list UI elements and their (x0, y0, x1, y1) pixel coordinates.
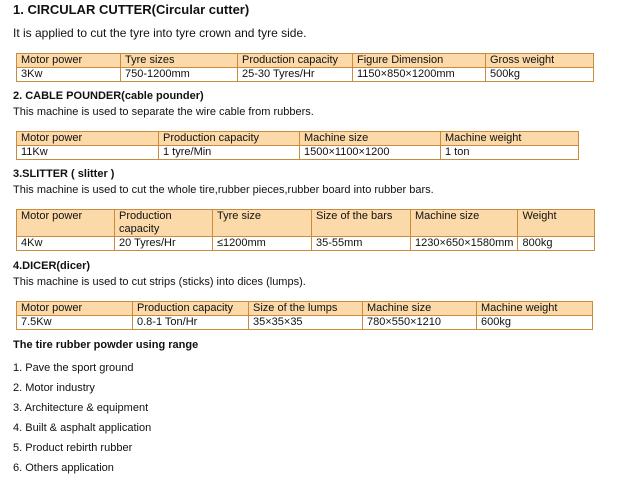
value-cell: 800kg (518, 237, 595, 251)
usage-title: The tire rubber powder using range (13, 339, 199, 351)
value-cell: 4Kw (17, 237, 115, 251)
dicer-table (16, 301, 593, 330)
header-cell: Tyre sizes (121, 54, 238, 68)
header-cell: Machine weight (477, 302, 593, 316)
section-2-title: 2. CABLE POUNDER(cable pounder) (13, 90, 204, 102)
value-cell: 1 ton (441, 146, 579, 160)
value-cell: 1500×1100×1200 (300, 146, 441, 160)
header-cell: Motor power (17, 302, 133, 316)
header-cell: Production capacity (115, 210, 213, 237)
value-cell: 1230×650×1580mm (411, 237, 518, 251)
header-cell: Weight (518, 210, 595, 237)
header-cell: Size of the lumps (249, 302, 363, 316)
value-cell: 1150×850×1200mm (353, 68, 486, 82)
header-cell: Machine size (300, 132, 441, 146)
section-2-description: This machine is used to separate the wire cable from rubbers. (13, 106, 314, 118)
header-cell: Figure Dimension (353, 54, 486, 68)
section-4-title: 4.DICER(dicer) (13, 260, 91, 272)
section-4-description: This machine is used to cut strips (sticks) into dices (lumps). (13, 276, 306, 288)
list-item: 2. Motor industry (13, 382, 95, 394)
value-cell: 3Kw (17, 68, 121, 82)
value-cell: 20 Tyres/Hr (115, 237, 213, 251)
header-cell: Production capacity (159, 132, 300, 146)
value-cell: 11Kw (17, 146, 159, 160)
header-cell: Motor power (17, 210, 115, 237)
table-row (17, 237, 595, 251)
header-cell: Machine size (411, 210, 518, 237)
value-cell: 7.5Kw (17, 316, 133, 330)
header-cell: Machine weight (441, 132, 579, 146)
table-row (17, 68, 594, 82)
header-cell: Production capacity (133, 302, 249, 316)
list-item: 5. Product rebirth rubber (13, 442, 133, 454)
list-item: 1. Pave the sport ground (13, 362, 134, 374)
list-item: 3. Architecture & equipment (13, 402, 149, 414)
table-header-row (17, 132, 579, 146)
table-row (17, 146, 579, 160)
section-1-description: It is applied to cut the tyre into tyre crown and tyre side. (13, 26, 307, 40)
value-cell: 35-55mm (312, 237, 411, 251)
value-cell: ≤1200mm (213, 237, 312, 251)
header-cell: Tyre size (213, 210, 312, 237)
circular-cutter-table (16, 53, 594, 82)
cable-pounder-table (16, 131, 579, 160)
header-cell: Size of the bars (312, 210, 411, 237)
value-cell: 35×35×35 (249, 316, 363, 330)
value-cell: 0.8-1 Ton/Hr (133, 316, 249, 330)
section-3-description: This machine is used to cut the whole tire,rubber pieces,rubber board into rubber bars. (13, 184, 434, 196)
header-cell: Motor power (17, 54, 121, 68)
header-cell: Production capacity (238, 54, 353, 68)
table-header-row (17, 54, 594, 68)
header-cell: Machine size (363, 302, 477, 316)
header-cell: Motor power (17, 132, 159, 146)
section-1-title: 1. CIRCULAR CUTTER(Circular cutter) (13, 2, 250, 17)
value-cell: 25-30 Tyres/Hr (238, 68, 353, 82)
value-cell: 780×550×1210 (363, 316, 477, 330)
section-3-title: 3.SLITTER ( slitter ) (13, 168, 115, 180)
table-header-row (17, 302, 593, 316)
list-item: 4. Built & asphalt application (13, 422, 152, 434)
slitter-table (16, 209, 595, 251)
value-cell: 600kg (477, 316, 593, 330)
usage-list (13, 361, 151, 481)
header-cell: Gross weight (486, 54, 594, 68)
table-header-row (17, 210, 595, 237)
list-item: 6. Others application (13, 462, 114, 474)
value-cell: 750-1200mm (121, 68, 238, 82)
table-row (17, 316, 593, 330)
value-cell: 1 tyre/Min (159, 146, 300, 160)
value-cell: 500kg (486, 68, 594, 82)
